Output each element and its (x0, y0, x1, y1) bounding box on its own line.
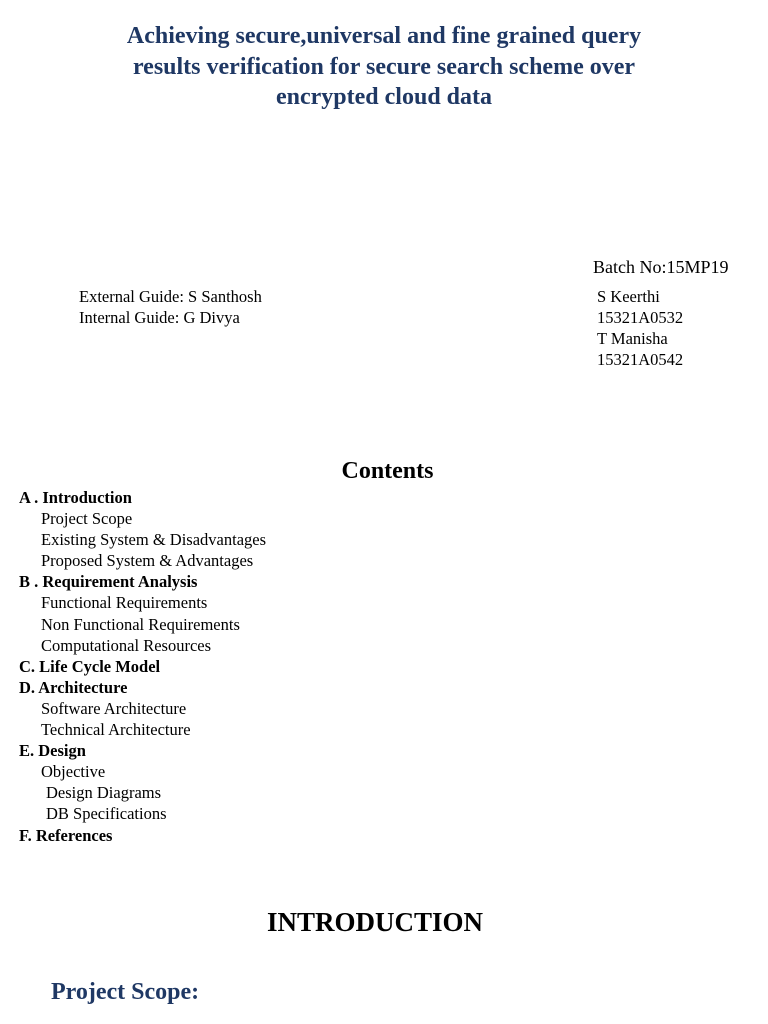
student-roll-number: 15321A0542 (597, 350, 684, 369)
toc-item: Objective (41, 762, 106, 782)
student-name: T Manisha (597, 329, 668, 348)
toc-item: Non Functional Requirements (41, 614, 240, 634)
toc-section: D. Architecture (19, 677, 128, 697)
toc-item: Project Scope (41, 509, 133, 529)
table-of-contents (19, 487, 266, 846)
student-name: S Keerthi (597, 287, 660, 306)
toc-item: Functional Requirements (41, 593, 208, 613)
toc-item: Software Architecture (41, 698, 187, 718)
students-block (597, 286, 683, 370)
toc-section: C. Life Cycle Model (19, 656, 161, 676)
batch-number: Batch No:15MP19 (593, 257, 729, 277)
guides-block (79, 286, 262, 328)
toc-item: DB Specifications (46, 804, 167, 824)
toc-item: Design Diagrams (46, 783, 162, 803)
toc-section: E. Design (19, 741, 86, 761)
toc-section: F. References (19, 825, 113, 845)
project-scope-heading: Project Scope: (51, 979, 200, 1005)
title-line: results verification for secure search scheme over (132, 53, 636, 80)
toc-section: A . Introduction (19, 488, 132, 507)
external-guide: External Guide: S Santhosh (79, 287, 262, 306)
document-title (84, 21, 684, 113)
toc-item: Existing System & Disadvantages (41, 530, 267, 550)
toc-item: Proposed System & Advantages (41, 551, 254, 571)
toc-section: B . Requirement Analysis (19, 572, 198, 592)
internal-guide: Internal Guide: G Divya (79, 308, 240, 327)
title-line: Achieving secure,universal and fine grained query (126, 23, 642, 49)
toc-item: Computational Resources (41, 635, 212, 655)
contents-heading: Contents (341, 458, 434, 484)
toc-item: Technical Architecture (41, 720, 191, 740)
student-roll-number: 15321A0532 (597, 308, 684, 327)
introduction-heading: INTRODUCTION (266, 907, 484, 937)
title-line: encrypted cloud data (276, 84, 492, 110)
